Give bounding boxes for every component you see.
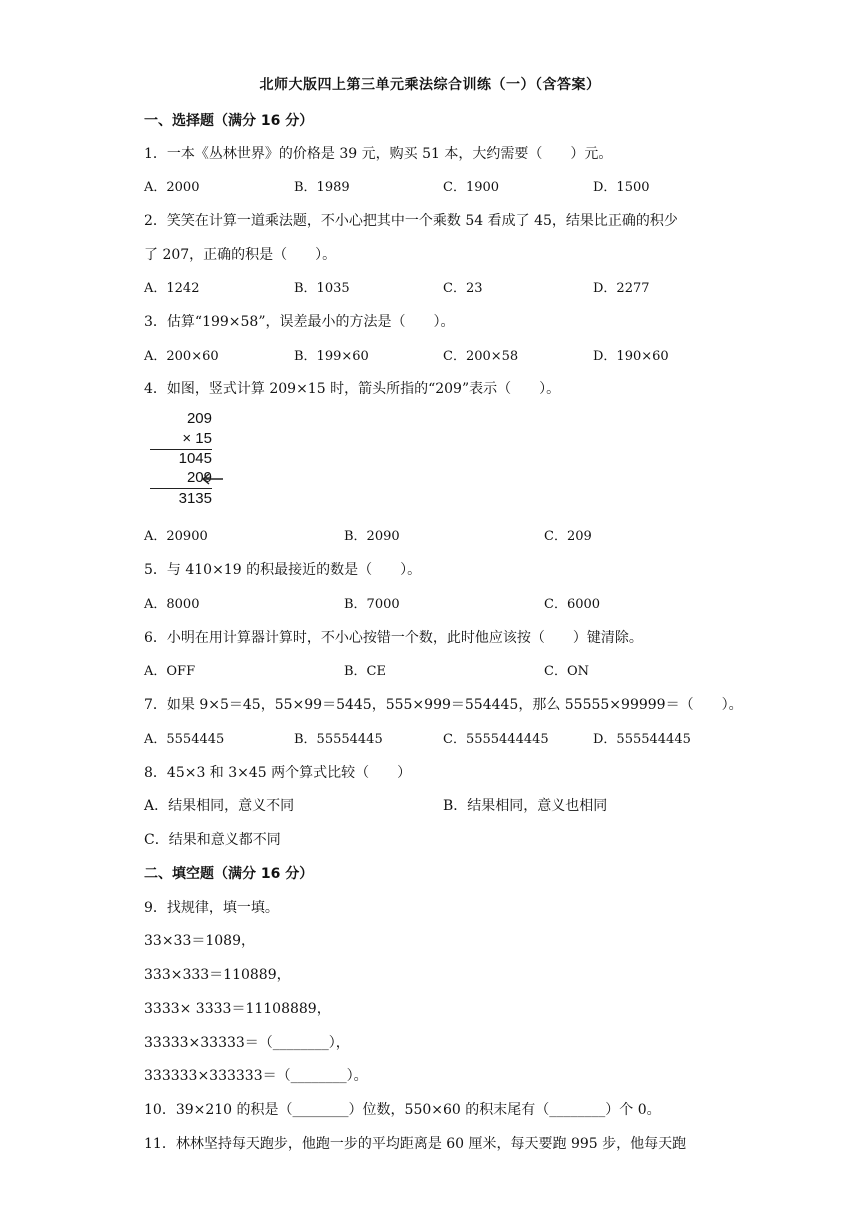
calc-partial-2: 209 [186, 469, 212, 486]
question-1: 1．一本《丛林世界》的价格是 39 元，购买 51 本，大约需要（ ）元。 [144, 146, 613, 162]
page-title: 北师大版四上第三单元乘法综合训练（一）（含答案） [259, 77, 601, 93]
q1-option-d: D．1500 [593, 180, 650, 195]
question-11: 11．林林坚持每天跑步，他跑一步的平均距离是 60 厘米，每天要跑 995 步，他每天跑 [144, 1136, 687, 1152]
calc-partial-1: 1045 [178, 450, 212, 467]
q7-option-b: B．55554445 [294, 732, 383, 747]
vertical-multiplication-figure [146, 406, 226, 510]
calc-result: 3135 [178, 490, 212, 507]
q9-line-3: 3333× 3333＝11108889， [144, 1001, 331, 1017]
q9-line-4: 33333×33333＝（________）， [144, 1035, 350, 1051]
q2-option-a: A．1242 [144, 281, 200, 296]
question-8: 8．45×3 和 3×45 两个算式比较（ ） [144, 765, 412, 781]
q6-option-c: C．ON [544, 664, 589, 679]
question-2-line1: 2．笑笑在计算一道乘法题，不小心把其中一个乘数 54 看成了 45，结果比正确的积少 [144, 213, 678, 229]
q3-option-a: A．200×60 [144, 349, 219, 364]
question-4: 4．如图，竖式计算 209×15 时，箭头所指的“209”表示（ ）。 [144, 381, 561, 397]
question-2-line2: 了 207，正确的积是（ ）。 [144, 247, 337, 263]
q8-option-a: A．结果相同，意义不同 [144, 798, 295, 814]
q5-option-a: A．8000 [144, 597, 200, 612]
q5-option-c: C．6000 [544, 597, 601, 612]
question-9: 9．找规律，填一填。 [144, 900, 279, 916]
q3-option-d: D．190×60 [593, 349, 669, 364]
question-6: 6．小明在用计算器计算时，不小心按错一个数，此时他应该按（ ）键清除。 [144, 630, 643, 646]
left-arrow-icon [200, 472, 224, 486]
q9-line-5: 333333×333333＝（________）。 [144, 1068, 368, 1084]
q4-option-c: C．209 [544, 529, 592, 544]
q1-option-a: A．2000 [144, 180, 200, 195]
q9-line-1: 33×33＝1089， [144, 933, 255, 949]
q7-option-a: A．5554445 [144, 732, 225, 747]
q2-option-d: D．2277 [593, 281, 650, 296]
q5-option-b: B．7000 [344, 597, 400, 612]
q4-option-b: B．2090 [344, 529, 400, 544]
section-heading-choice: 一、选择题（满分 16 分） [144, 113, 314, 129]
calc-multiplicand: 209 [186, 410, 212, 427]
q2-option-b: B．1035 [294, 281, 350, 296]
calc-multiplier: × 15 [182, 430, 212, 447]
q7-option-d: D．555544445 [593, 732, 691, 747]
question-10: 10．39×210 的积是（________）位数，550×60 的积末尾有（________）个 0。 [144, 1102, 661, 1118]
q8-option-b: B．结果相同，意义也相同 [443, 798, 608, 814]
q1-option-b: B．1989 [294, 180, 350, 195]
q3-option-b: B．199×60 [294, 349, 369, 364]
q8-option-c: C．结果和意义都不同 [144, 832, 281, 848]
calc-rule-2 [150, 488, 212, 489]
q7-option-c: C．5555444445 [443, 732, 549, 747]
q2-option-c: C．23 [443, 281, 483, 296]
question-7: 7．如果 9×5＝45，55×99＝5445，555×999＝554445，那么 55555×99999＝（ ）。 [144, 697, 743, 713]
q6-option-a: A．OFF [144, 664, 196, 679]
question-3: 3．估算“199×58”，误差最小的方法是（ ）。 [144, 314, 455, 330]
q4-option-a: A．20900 [144, 529, 208, 544]
q6-option-b: B．CE [344, 664, 386, 679]
q1-option-c: C．1900 [443, 180, 500, 195]
q3-option-c: C．200×58 [443, 349, 519, 364]
section-heading-fill: 二、填空题（满分 16 分） [144, 866, 314, 882]
question-5: 5．与 410×19 的积最接近的数是（ ）。 [144, 562, 422, 578]
q9-line-2: 333×333＝110889， [144, 967, 291, 983]
